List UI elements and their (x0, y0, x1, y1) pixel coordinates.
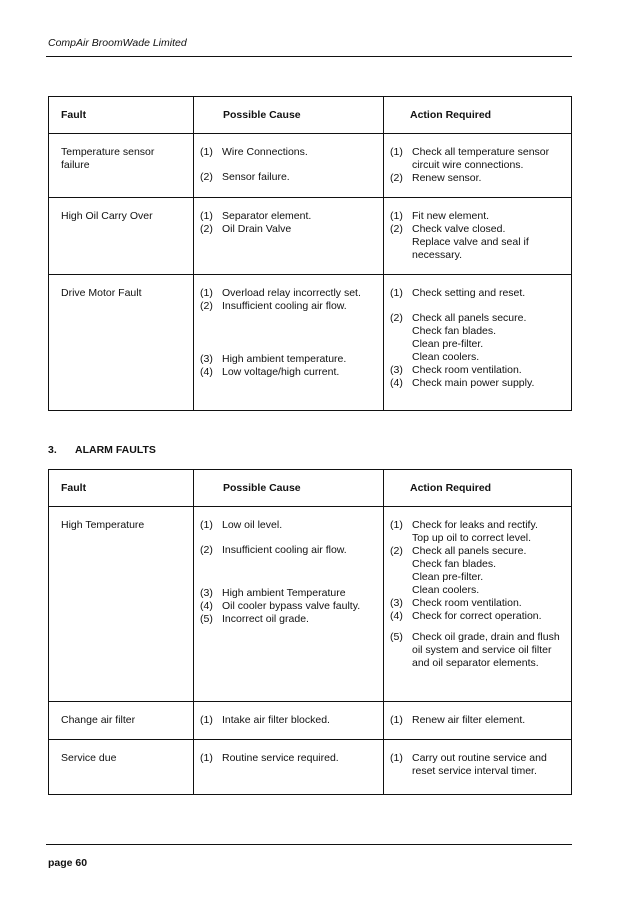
item-number (390, 532, 412, 545)
fault-name: Service due (61, 752, 117, 764)
list-item (200, 366, 377, 379)
item-text: Check all panels secure. (412, 312, 527, 324)
list-item (390, 172, 565, 185)
list-item (200, 210, 377, 223)
item-text: Check setting and reset. (412, 287, 526, 299)
list-item (390, 287, 565, 300)
list-item (390, 223, 565, 236)
item-number: (2) (200, 171, 213, 183)
list-item (390, 584, 565, 597)
item-text: Clean coolers. (412, 351, 480, 363)
item-number: (5) (390, 631, 403, 643)
list-item (390, 519, 565, 532)
list-item (390, 558, 565, 571)
list-item (200, 287, 377, 300)
item-text: Carry out routine service and reset service interval timer. (412, 752, 547, 777)
list-item (390, 571, 565, 584)
item-text: Low voltage/high current. (222, 366, 340, 378)
item-number: (1) (390, 146, 403, 158)
fault-name: Temperature sensor failure (61, 146, 155, 171)
item-number: (2) (390, 312, 403, 324)
list-item (200, 171, 377, 184)
column-header-cause: Possible Cause (223, 109, 301, 121)
column-header-fault: Fault (61, 482, 87, 494)
list-item (390, 714, 565, 727)
item-number: (3) (200, 587, 213, 599)
item-text: Check main power supply. (412, 377, 535, 389)
section-number: 3. (48, 444, 57, 456)
item-number: (1) (200, 714, 213, 726)
list-item (390, 532, 565, 545)
item-number (390, 571, 412, 584)
item-text: Check fan blades. (412, 558, 497, 570)
list-item (390, 752, 565, 778)
list-item (200, 613, 377, 626)
list-item (200, 146, 377, 159)
list-item (200, 353, 377, 366)
list-item (200, 223, 377, 236)
item-text: Replace valve and seal if necessary. (412, 236, 529, 261)
item-text: Oil Drain Valve (222, 223, 292, 235)
column-header-action: Action Required (410, 109, 492, 121)
item-text: High ambient Temperature (222, 587, 346, 599)
list-item (390, 236, 565, 262)
fault-table-2 (48, 469, 572, 795)
item-number: (4) (390, 610, 403, 622)
item-number: (2) (390, 223, 403, 235)
list-item (200, 600, 377, 613)
list-item (390, 210, 565, 223)
item-number: (1) (200, 210, 213, 222)
item-text: Routine service required. (222, 752, 339, 764)
item-number: (1) (390, 752, 403, 764)
item-text: Fit new element. (412, 210, 490, 222)
table-row (49, 702, 572, 740)
item-number: (2) (390, 545, 403, 557)
header-rule (46, 56, 572, 57)
fault-name: High Oil Carry Over (61, 210, 153, 222)
page-number: page 60 (48, 857, 88, 869)
item-number: (1) (200, 752, 213, 764)
item-text: Check all panels secure. (412, 545, 527, 557)
document-header-company: CompAir BroomWade Limited (48, 37, 187, 49)
list-item (200, 544, 377, 557)
fault-table-1 (48, 96, 572, 411)
item-number: (1) (390, 287, 403, 299)
item-number: (2) (200, 300, 213, 312)
column-header-cause: Possible Cause (223, 482, 301, 494)
item-text: Incorrect oil grade. (222, 613, 309, 625)
item-number: (1) (200, 287, 213, 299)
item-text: Check fan blades. (412, 325, 497, 337)
item-text: Sensor failure. (222, 171, 290, 183)
fault-name: High Temperature (61, 519, 145, 531)
item-text: Overload relay incorrectly set. (222, 287, 361, 299)
item-text: Oil cooler bypass valve faulty. (222, 600, 361, 612)
table-row (49, 507, 572, 702)
item-number: (4) (200, 366, 213, 378)
item-number: (1) (390, 714, 403, 726)
item-text: Check for correct operation. (412, 610, 542, 622)
list-item (390, 377, 565, 390)
list-item (390, 312, 565, 325)
section-heading (48, 444, 156, 456)
item-number: (1) (200, 146, 213, 158)
item-text: Top up oil to correct level. (412, 532, 532, 544)
list-item (390, 338, 565, 351)
item-number: (4) (200, 600, 213, 612)
item-number: (1) (390, 519, 403, 531)
list-item (390, 610, 565, 623)
item-text: Intake air filter blocked. (222, 714, 330, 726)
table-header-row (49, 97, 572, 134)
list-item (200, 587, 377, 600)
item-text: Check valve closed. (412, 223, 506, 235)
list-item (390, 597, 565, 610)
item-text: Insufficient cooling air flow. (222, 300, 347, 312)
list-item (390, 351, 565, 364)
item-text: Wire Connections. (222, 146, 308, 158)
item-number (390, 325, 412, 338)
list-item (390, 545, 565, 558)
item-number (390, 558, 412, 571)
list-item (390, 364, 565, 377)
item-number: (4) (390, 377, 403, 389)
item-text: Low oil level. (222, 519, 283, 531)
item-text: High ambient temperature. (222, 353, 347, 365)
table-row (49, 740, 572, 795)
section-title: ALARM FAULTS (75, 444, 156, 456)
item-number: (3) (390, 364, 403, 376)
list-item (390, 146, 565, 172)
table-row (49, 134, 572, 198)
item-text: Renew sensor. (412, 172, 482, 184)
item-text: Check room ventilation. (412, 364, 522, 376)
item-text: Check for leaks and rectify. (412, 519, 538, 531)
item-number: (1) (200, 519, 213, 531)
item-text: Insufficient cooling air flow. (222, 544, 347, 556)
item-text: Clean pre-filter. (412, 571, 484, 583)
table-row (49, 275, 572, 411)
item-number: (2) (200, 223, 213, 235)
item-text: Separator element. (222, 210, 312, 222)
item-text: Clean pre-filter. (412, 338, 484, 350)
list-item (390, 325, 565, 338)
fault-name: Change air filter (61, 714, 136, 726)
item-number: (2) (200, 544, 213, 556)
item-number: (2) (390, 172, 403, 184)
item-number (390, 236, 412, 262)
fault-name: Drive Motor Fault (61, 287, 142, 299)
footer-rule (46, 844, 572, 845)
table-header-row (49, 470, 572, 507)
item-number (390, 351, 412, 364)
item-number: (3) (200, 353, 213, 365)
item-number (390, 584, 412, 597)
list-item (390, 631, 565, 670)
item-number (390, 338, 412, 351)
item-number: (5) (200, 613, 213, 625)
list-item (200, 300, 377, 313)
column-header-action: Action Required (410, 482, 492, 494)
item-text: Clean coolers. (412, 584, 480, 596)
item-text: Check oil grade, drain and flush oil system and service oil filter and oil separator elements. (412, 631, 560, 669)
item-number: (3) (390, 597, 403, 609)
item-text: Check room ventilation. (412, 597, 522, 609)
list-item (200, 752, 377, 765)
column-header-fault: Fault (61, 109, 87, 121)
table-row (49, 198, 572, 275)
list-item (200, 714, 377, 727)
item-text: Check all temperature sensor circuit wire connections. (412, 146, 550, 171)
item-number: (1) (390, 210, 403, 222)
list-item (200, 519, 377, 532)
item-text: Renew air filter element. (412, 714, 526, 726)
